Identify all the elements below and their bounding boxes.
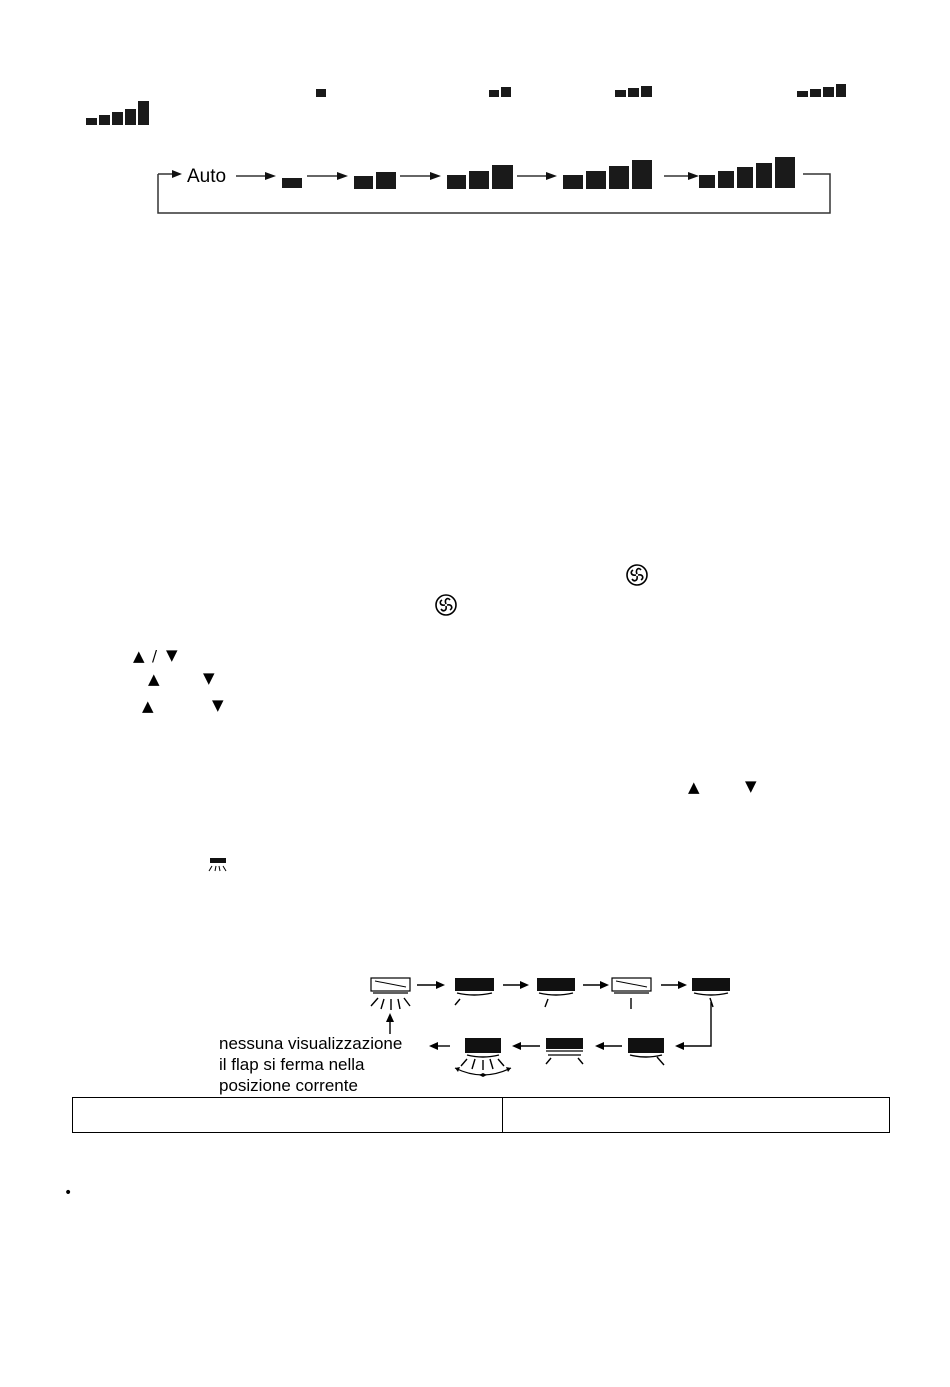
fan-icon [627,565,647,585]
cycle-level-2 [354,172,396,189]
down-arrow-icon: ▼ [203,669,215,687]
flap-cycle-diagram [371,978,730,1077]
up-arrow-icon: ▲ [133,647,145,665]
level-2-indicator [489,87,511,97]
up-arrow-icon: ▲ [148,670,160,688]
down-arrow-icon: ▼ [166,646,178,664]
slash-separator: / [152,647,158,665]
down-arrow-icon: ▼ [212,696,224,714]
flap-state-swing [371,978,410,1010]
up-arrow-icon: ▲ [688,778,700,796]
bottom-table [73,1098,890,1133]
flap-caption-line-2: il flap si ferma nella [219,1055,365,1074]
down-arrow-icon: ▼ [745,777,757,795]
flap-state-auto-swing [455,1038,511,1077]
flap-state-position-6 [546,1038,583,1064]
level-4-indicator [797,84,846,97]
flap-caption-line-1: nessuna visualizzazione [219,1034,403,1053]
level-5-indicator [86,101,149,125]
cycle-level-1 [282,178,302,188]
level-1-indicator [316,89,326,97]
level-3-indicator [615,86,652,97]
flap-caption-line-3: posizione corrente [219,1076,358,1095]
auto-label: Auto [187,166,227,187]
flap-state-position-3 [612,978,651,1009]
cycle-level-3 [447,165,513,189]
cycle-level-5 [699,157,795,188]
up-arrow-icon: ▲ [142,697,154,715]
flap-state-position-2 [537,978,575,1007]
swing-flap-icon [209,858,226,871]
fan-icon [436,595,456,615]
flap-state-position-1 [455,978,494,1005]
list-bullet: • [64,1185,73,1201]
cycle-level-4 [563,160,652,189]
flap-state-position-5 [628,1038,664,1065]
